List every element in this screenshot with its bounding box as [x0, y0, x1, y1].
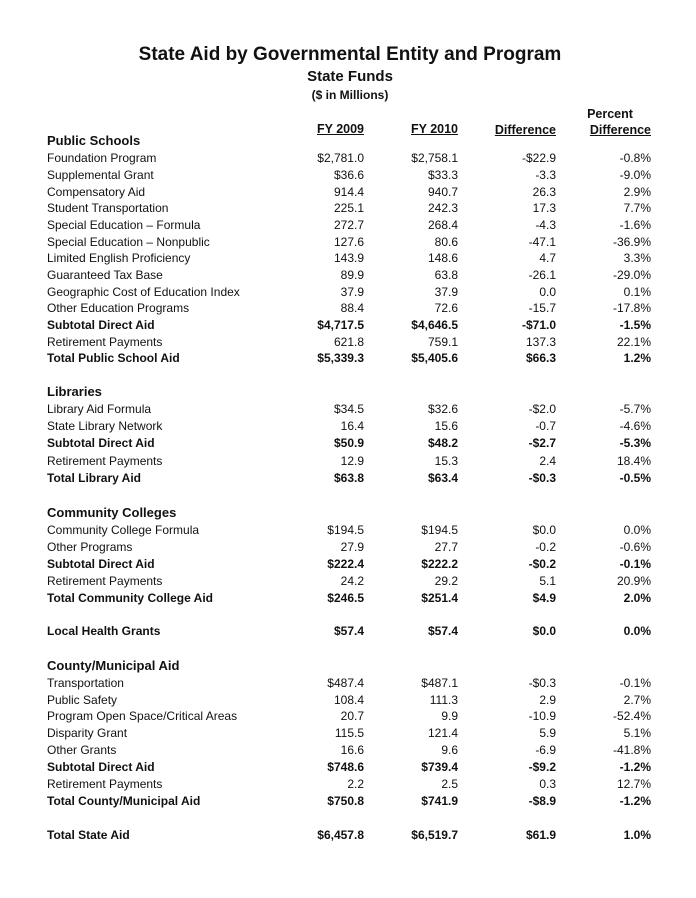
- row-label: Total Public School Aid: [47, 351, 180, 365]
- difference-value: -$22.9: [521, 151, 556, 165]
- fy2009-value: $4,717.5: [317, 318, 364, 332]
- table-row: [0, 402, 696, 419]
- fy2009-value: $222.4: [327, 557, 364, 571]
- row-label: Disparity Grant: [47, 726, 128, 740]
- page-title: State Aid by Governmental Entity and Program: [138, 44, 562, 65]
- fy2009-value: 27.9: [340, 540, 364, 554]
- column-header-fy2010-text: FY 2010: [410, 122, 458, 136]
- difference-value: -0.2: [535, 540, 556, 554]
- fy2010-value: $57.4: [427, 624, 458, 638]
- percent-difference-value: -1.2%: [619, 794, 651, 808]
- row-label: Student Transportation: [47, 201, 169, 215]
- fy2009-value: 16.6: [340, 743, 364, 757]
- difference-value: -3.3: [535, 168, 556, 182]
- row-label: Program Open Space/Critical Areas: [47, 709, 238, 723]
- fy2009-value: 914.4: [333, 185, 364, 199]
- percent-difference-value: -5.7%: [619, 402, 651, 416]
- percent-difference-value: -9.0%: [619, 168, 651, 182]
- row-label: Community Colleges: [47, 505, 177, 520]
- difference-value: 137.3: [525, 335, 556, 349]
- difference-value: $0.0: [532, 624, 556, 638]
- table-row: [0, 419, 696, 436]
- percent-difference-value: -52.4%: [612, 709, 651, 723]
- table-row: [0, 285, 696, 302]
- row-label: Foundation Program: [47, 151, 157, 165]
- table-row: [0, 676, 696, 693]
- percent-difference-value: -0.6%: [619, 540, 651, 554]
- percent-difference-value: -36.9%: [612, 235, 651, 249]
- fy2009-value: 621.8: [333, 335, 364, 349]
- percent-difference-value: -0.1%: [619, 557, 651, 571]
- row-label: Special Education – Formula: [47, 218, 201, 232]
- fy2010-value: 121.4: [427, 726, 458, 740]
- difference-value: -4.3: [535, 218, 556, 232]
- table-row: [0, 777, 696, 794]
- percent-difference-value: 22.1%: [616, 335, 651, 349]
- percent-difference-value: 2.0%: [623, 591, 651, 605]
- percent-difference-value: 0.0%: [623, 624, 651, 638]
- row-label: Local Health Grants: [47, 624, 161, 638]
- difference-value: -0.7: [535, 419, 556, 433]
- difference-value: -$71.0: [521, 318, 556, 332]
- table-row: [0, 151, 696, 168]
- percent-difference-value: -1.5%: [619, 318, 651, 332]
- difference-value: 26.3: [532, 185, 556, 199]
- fy2009-value: 88.4: [340, 301, 364, 315]
- difference-value: -$2.0: [528, 402, 556, 416]
- fy2009-value: 89.9: [340, 268, 364, 282]
- column-header-difference-text: Difference: [494, 123, 556, 137]
- fy2010-value: $6,519.7: [411, 828, 458, 842]
- table-row: [0, 523, 696, 540]
- fy2009-value: 225.1: [333, 201, 364, 215]
- fy2010-value: 63.8: [434, 268, 458, 282]
- fy2009-value: 16.4: [340, 419, 364, 433]
- difference-value: $61.9: [525, 828, 556, 842]
- fy2009-value: 127.6: [333, 235, 364, 249]
- row-label: Public Safety: [47, 693, 118, 707]
- percent-difference-value: 1.0%: [623, 828, 651, 842]
- difference-value: -$0.3: [528, 676, 556, 690]
- table-row: [0, 185, 696, 202]
- row-label: Total State Aid: [47, 828, 130, 842]
- difference-value: 2.4: [539, 454, 556, 468]
- fy2009-value: 115.5: [334, 726, 364, 740]
- percent-difference-value: 2.9%: [623, 185, 651, 199]
- row-label: Subtotal Direct Aid: [47, 436, 155, 450]
- percent-difference-value: -29.0%: [612, 268, 651, 282]
- percent-difference-value: -41.8%: [612, 743, 651, 757]
- difference-value: -6.9: [535, 743, 556, 757]
- difference-value: -26.1: [528, 268, 556, 282]
- section-header: [0, 505, 696, 522]
- fy2010-value: 37.9: [434, 285, 458, 299]
- fy2009-value: 12.9: [340, 454, 364, 468]
- section-header: [0, 133, 696, 150]
- total-row: [0, 436, 696, 453]
- fy2009-value: $57.4: [333, 624, 364, 638]
- column-header-fy2009-text: FY 2009: [316, 122, 364, 136]
- table-row: [0, 201, 696, 218]
- percent-difference-value: -5.3%: [619, 436, 651, 450]
- total-row: [0, 351, 696, 368]
- fy2010-value: 9.6: [441, 743, 458, 757]
- fy2009-value: $487.4: [327, 676, 364, 690]
- fy2010-value: 29.2: [434, 574, 458, 588]
- fy2010-value: 15.3: [434, 454, 458, 468]
- total-row: [0, 591, 696, 608]
- column-header-percent-text: Difference: [589, 123, 651, 137]
- total-row: [0, 318, 696, 335]
- difference-value: 2.9: [539, 693, 556, 707]
- total-row: [0, 471, 696, 488]
- total-row: [0, 624, 696, 641]
- row-label: Total County/Municipal Aid: [47, 794, 201, 808]
- fy2010-value: $739.4: [421, 760, 458, 774]
- difference-value: 4.7: [539, 251, 556, 265]
- total-row: [0, 760, 696, 777]
- row-label: State Library Network: [47, 419, 163, 433]
- total-row: [0, 828, 696, 845]
- table-row: [0, 709, 696, 726]
- difference-value: 5.9: [539, 726, 556, 740]
- difference-value: $0.0: [532, 523, 556, 537]
- fy2010-value: 9.9: [441, 709, 458, 723]
- percent-difference-value: -1.2%: [619, 760, 651, 774]
- fy2010-value: $63.4: [427, 471, 458, 485]
- percent-difference-value: -0.1%: [619, 676, 651, 690]
- section-header: [0, 658, 696, 675]
- row-label: Community College Formula: [47, 523, 200, 537]
- total-row: [0, 794, 696, 811]
- table-row: [0, 301, 696, 318]
- fy2009-value: 272.7: [333, 218, 364, 232]
- row-label: Limited English Proficiency: [47, 251, 191, 265]
- table-row: [0, 574, 696, 591]
- fy2009-value: $6,457.8: [317, 828, 364, 842]
- percent-difference-value: 1.2%: [623, 351, 651, 365]
- fy2010-value: 15.6: [434, 419, 458, 433]
- row-label: Other Grants: [47, 743, 117, 757]
- percent-difference-value: -0.8%: [619, 151, 651, 165]
- fy2010-value: 148.6: [427, 251, 458, 265]
- fy2010-value: $251.4: [421, 591, 458, 605]
- fy2010-value: $32.6: [427, 402, 458, 416]
- row-label: Library Aid Formula: [47, 402, 152, 416]
- fy2009-value: 2.2: [347, 777, 364, 791]
- row-label: County/Municipal Aid: [47, 658, 180, 673]
- percent-difference-value: -0.5%: [619, 471, 651, 485]
- page-subtitle: State Funds: [307, 68, 393, 85]
- percent-difference-value: 3.3%: [623, 251, 651, 265]
- fy2009-value: $246.5: [327, 591, 364, 605]
- difference-value: 5.1: [539, 574, 556, 588]
- row-label: Libraries: [47, 384, 102, 399]
- row-label: Special Education – Nonpublic: [47, 235, 210, 249]
- row-label: Total Community College Aid: [47, 591, 214, 605]
- fy2009-value: $50.9: [333, 436, 364, 450]
- difference-value: -15.7: [528, 301, 556, 315]
- difference-value: -47.1: [528, 235, 556, 249]
- row-label: Public Schools: [47, 133, 141, 148]
- row-label: Retirement Payments: [47, 454, 163, 468]
- difference-value: -$9.2: [528, 760, 556, 774]
- percent-difference-value: 12.7%: [616, 777, 651, 791]
- table-row: [0, 540, 696, 557]
- units-note: ($ in Millions): [311, 88, 389, 102]
- fy2010-value: 27.7: [434, 540, 458, 554]
- row-label: Subtotal Direct Aid: [47, 557, 155, 571]
- fy2010-value: $5,405.6: [411, 351, 458, 365]
- percent-difference-value: 20.9%: [616, 574, 651, 588]
- table-row: [0, 268, 696, 285]
- fy2009-value: 37.9: [340, 285, 364, 299]
- row-label: Retirement Payments: [47, 777, 163, 791]
- row-label: Transportation: [47, 676, 124, 690]
- fy2009-value: 143.9: [333, 251, 364, 265]
- fy2010-value: 111.3: [429, 693, 458, 707]
- fy2010-value: $741.9: [421, 794, 458, 808]
- table-row: [0, 168, 696, 185]
- percent-difference-value: -17.8%: [612, 301, 651, 315]
- row-label: Supplemental Grant: [47, 168, 154, 182]
- difference-value: -10.9: [528, 709, 556, 723]
- row-label: Retirement Payments: [47, 335, 163, 349]
- row-label: Geographic Cost of Education Index: [47, 285, 240, 299]
- difference-value: $66.3: [525, 351, 556, 365]
- fy2010-value: $487.1: [421, 676, 458, 690]
- table-row: [0, 235, 696, 252]
- percent-difference-value: -4.6%: [619, 419, 651, 433]
- fy2010-value: 268.4: [427, 218, 458, 232]
- fy2009-value: $36.6: [333, 168, 364, 182]
- fy2010-value: $2,758.1: [411, 151, 458, 165]
- fy2009-value: $194.5: [327, 523, 364, 537]
- fy2009-value: $748.6: [327, 760, 364, 774]
- fy2009-value: $750.8: [327, 794, 364, 808]
- fy2009-value: $2,781.0: [317, 151, 364, 165]
- difference-value: $4.9: [532, 591, 556, 605]
- total-row: [0, 557, 696, 574]
- table-row: [0, 454, 696, 471]
- difference-value: -$8.9: [528, 794, 556, 808]
- difference-value: -$0.2: [528, 557, 556, 571]
- percent-difference-value: 0.1%: [623, 285, 651, 299]
- fy2010-value: $222.2: [421, 557, 458, 571]
- table-row: [0, 251, 696, 268]
- table-row: [0, 743, 696, 760]
- fy2010-value: 940.7: [427, 185, 458, 199]
- row-label: Compensatory Aid: [47, 185, 146, 199]
- column-header-percent-line1: Percent: [587, 107, 633, 121]
- row-label: Subtotal Direct Aid: [47, 318, 155, 332]
- fy2009-value: 24.2: [340, 574, 364, 588]
- percent-difference-value: 2.7%: [623, 693, 651, 707]
- row-label: Total Library Aid: [47, 471, 142, 485]
- fy2010-value: 80.6: [434, 235, 458, 249]
- difference-value: -$0.3: [528, 471, 556, 485]
- fy2010-value: 72.6: [434, 301, 458, 315]
- percent-difference-value: -1.6%: [619, 218, 651, 232]
- percent-difference-value: 0.0%: [623, 523, 651, 537]
- fy2009-value: 20.7: [340, 709, 364, 723]
- fy2009-value: $5,339.3: [317, 351, 364, 365]
- row-label: Subtotal Direct Aid: [47, 760, 155, 774]
- difference-value: 0.0: [539, 285, 556, 299]
- fy2010-value: $194.5: [421, 523, 458, 537]
- row-label: Other Education Programs: [47, 301, 190, 315]
- difference-value: -$2.7: [528, 436, 556, 450]
- percent-difference-value: 18.4%: [616, 454, 651, 468]
- row-label: Other Programs: [47, 540, 133, 554]
- fy2009-value: 108.4: [333, 693, 364, 707]
- table-row: [0, 726, 696, 743]
- row-label: Retirement Payments: [47, 574, 163, 588]
- percent-difference-value: 5.1%: [623, 726, 651, 740]
- row-label: Guaranteed Tax Base: [47, 268, 163, 282]
- percent-difference-value: 7.7%: [623, 201, 651, 215]
- fy2010-value: $33.3: [427, 168, 458, 182]
- fy2009-value: $63.8: [333, 471, 364, 485]
- section-header: [0, 384, 696, 401]
- fy2010-value: $48.2: [427, 436, 458, 450]
- table-row: [0, 693, 696, 710]
- fy2010-value: 242.3: [427, 201, 458, 215]
- fy2010-value: $4,646.5: [411, 318, 458, 332]
- fy2010-value: 2.5: [441, 777, 458, 791]
- table-row: [0, 335, 696, 352]
- fy2010-value: 759.1: [427, 335, 458, 349]
- difference-value: 0.3: [539, 777, 556, 791]
- table-row: [0, 218, 696, 235]
- fy2009-value: $34.5: [333, 402, 364, 416]
- difference-value: 17.3: [532, 201, 556, 215]
